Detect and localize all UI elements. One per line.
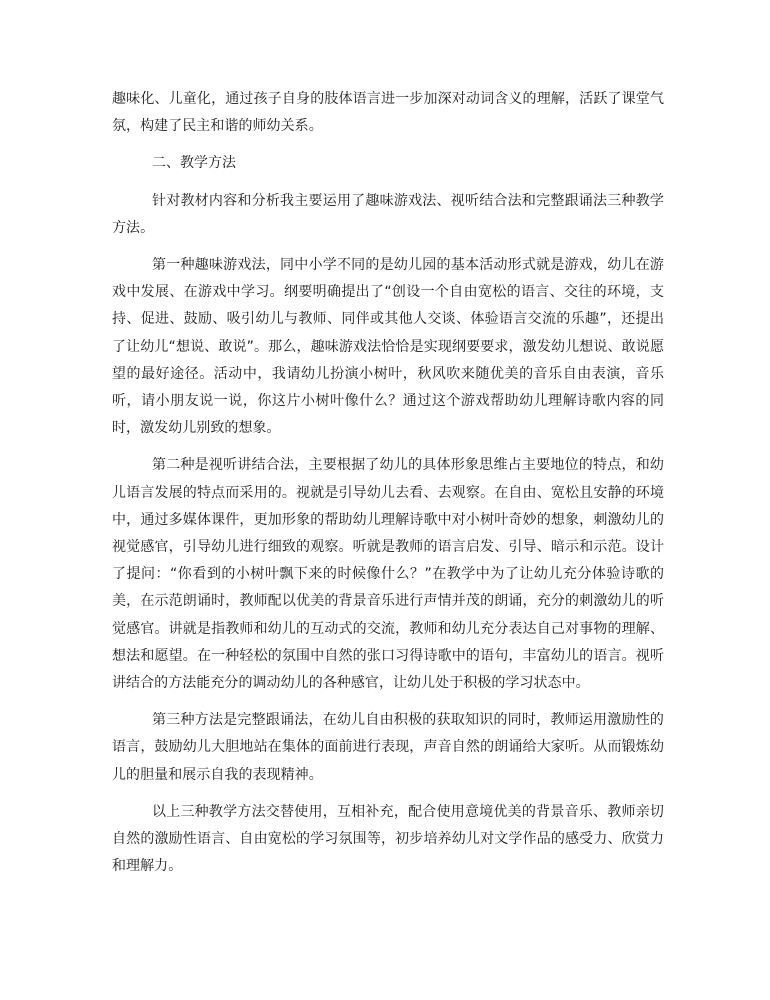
paragraph-audiovisual-method: 第二种是视听讲结合法，主要根据了幼儿的具体形象思维占主要地位的特点，和幼儿语言发展的特点而采用的。视就是引导幼儿去看、去观察。在自由、宽松且安静的环境中，通过多媒体课件，更加形象的帮助幼儿理解诗歌中对小树叶奇妙的想象，刺激幼儿的视觉感官，引导幼儿进行细致的观察。听就是教师的语言启发、引导、暗示和示范。设计了提问：“你看到的小树叶飘下来的时候像什么？”在教学中为了让幼儿充分体验诗歌的美，在示范朗诵时，教师配以优美的背景音乐进行声情并茂的朗诵，充分的刺激幼儿的听觉感官。讲就是指教师和幼儿的互动式的交流，教师和幼儿充分表达自己对事物的理解、想法和愿望。在一种轻松的氛围中自然的张口习得诗歌中的语句，丰富幼儿的语言。视听讲结合的方法能充分的调动幼儿的各种感官，让幼儿处于积极的学习状态中。 (112, 457, 664, 692)
paragraph-summary: 以上三种教学方法交替使用，互相补充，配合使用意境优美的背景音乐、教师亲切自然的激励性语言、自由宽松的学习氛围等，初步培养幼儿对文学作品的感受力、欣赏力和理解力。 (112, 803, 664, 875)
document-page (112, 86, 664, 880)
section-heading-teaching-methods: 二、教学方法 (152, 155, 236, 172)
paragraph-methods-intro: 针对教材内容和分析我主要运用了趣味游戏法、视听结合法和完整跟诵法三种教学方法。 (112, 192, 664, 236)
paragraph-recitation-method: 第三种方法是完整跟诵法，在幼儿自由积极的获取知识的同时，教师运用激励性的语言，鼓励幼儿大胆地站在集体的面前进行表现，声音自然的朗诵给大家听。从而锻炼幼儿的胆量和展示自我的表现精神。 (112, 712, 664, 783)
paragraph-game-method: 第一种趣味游戏法，同中小学不同的是幼儿园的基本活动形式就是游戏，幼儿在游戏中发展、在游戏中学习。纲要明确提出了“创设一个自由宽松的语言、交往的环境，支持、促进、鼓励、吸引幼儿与教师、同伴或其他人交谈、体验语言交流的乐趣”，还提出了让幼儿“想说、敢说”。那么，趣味游戏法恰恰是实现纲要要求，激发幼儿想说、敢说愿望的最好途径。活动中，我请幼儿扮演小树叶，秋风吹来随优美的音乐自由表演，音乐听，请小朋友说一说，你这片小树叶像什么？通过这个游戏帮助幼儿理解诗歌内容的同时，激发幼儿别致的想象。 (112, 257, 664, 437)
paragraph-continuation: 趣味化、儿童化，通过孩子自身的肢体语言进一步加深对动词含义的理解，活跃了课堂气氛，构建了民主和谐的师幼关系。 (112, 91, 664, 135)
